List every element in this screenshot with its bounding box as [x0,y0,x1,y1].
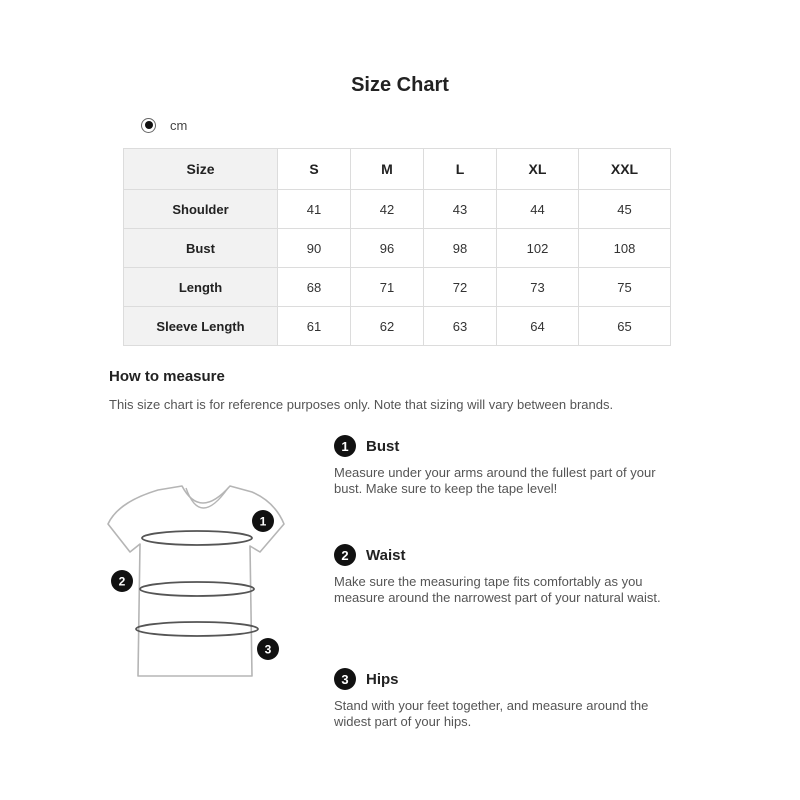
table-cell: 62 [351,307,424,346]
table-cell: 96 [351,229,424,268]
bust-instruction [334,435,694,497]
row-label: Shoulder [124,190,278,229]
bust-description: Measure under your arms around the fullest part of your bust. Make sure to keep the tape level! [334,465,656,496]
table-row [124,268,671,307]
hips-marker-number: 3 [264,642,272,657]
how-to-measure-heading: How to measure [109,368,225,385]
table-cell: 41 [278,190,351,229]
tshirt-diagram [100,480,300,690]
table-cell: 45 [579,190,671,229]
hips-marker-badge [257,638,279,660]
header-m: M [351,149,424,190]
table-row [124,229,671,268]
table-cell: 61 [278,307,351,346]
hips-instruction [334,668,694,730]
table-header-row [124,149,671,190]
page-title: Size Chart [351,74,449,96]
table-cell: 71 [351,268,424,307]
header-l: L [424,149,497,190]
table-cell: 64 [497,307,579,346]
header-xxl: XXL [579,149,671,190]
bust-marker-number: 1 [259,514,267,529]
header-size: Size [124,149,278,190]
table-cell: 90 [278,229,351,268]
radio-selected-dot [145,121,153,129]
unit-selector[interactable] [141,115,187,135]
hips-title: Hips [366,670,399,688]
table-cell: 72 [424,268,497,307]
hips-number-badge: 3 [334,668,356,690]
table-cell: 42 [351,190,424,229]
header-s: S [278,149,351,190]
waist-description: Make sure the measuring tape fits comfortably as you measure around the narrowest part of your natural waist. [334,574,661,605]
table-cell: 75 [579,268,671,307]
header-xl: XL [497,149,579,190]
table-cell: 65 [579,307,671,346]
table-cell: 44 [497,190,579,229]
waist-instruction [334,544,694,606]
hips-description: Stand with your feet together, and measure around the widest part of your hips. [334,698,649,729]
table-cell: 63 [424,307,497,346]
row-label: Bust [124,229,278,268]
unit-radio[interactable] [141,118,156,133]
table-cell: 43 [424,190,497,229]
table-row [124,190,671,229]
table-cell: 73 [497,268,579,307]
table-cell: 98 [424,229,497,268]
how-to-measure-note: This size chart is for reference purposes only. Note that sizing will vary between brands. [109,397,614,412]
size-table [123,148,671,346]
bust-title: Bust [366,437,400,455]
waist-marker-badge [111,570,133,592]
unit-label: cm [170,117,188,133]
bust-marker-badge [252,510,274,532]
bust-number-badge: 1 [334,435,356,457]
table-cell: 68 [278,268,351,307]
waist-title: Waist [366,546,406,564]
table-cell: 102 [497,229,579,268]
row-label: Sleeve Length [124,307,278,346]
table-cell: 108 [579,229,671,268]
table-row [124,307,671,346]
row-label: Length [124,268,278,307]
waist-marker-number: 2 [118,574,126,589]
waist-number-badge: 2 [334,544,356,566]
